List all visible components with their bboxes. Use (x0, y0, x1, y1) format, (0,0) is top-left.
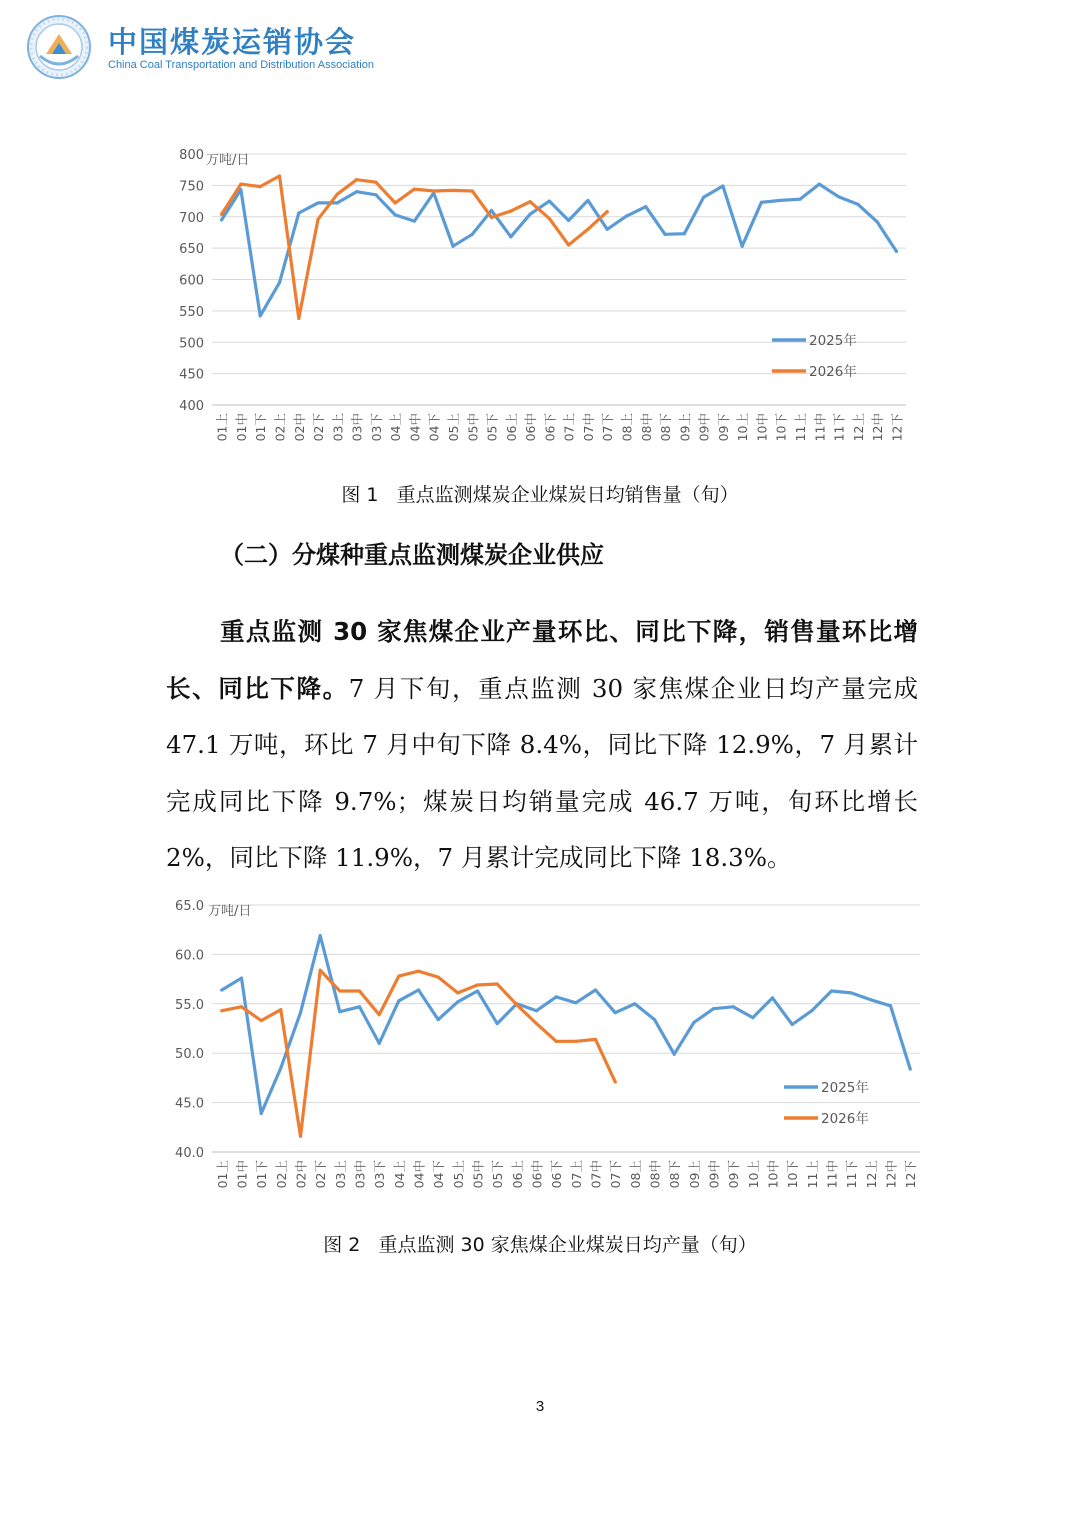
data-point (394, 201, 397, 204)
data-point (586, 199, 589, 202)
data-point (413, 188, 416, 191)
x-tick-label: 06上 (509, 1160, 525, 1189)
data-point (437, 1018, 440, 1021)
data-point (673, 1053, 676, 1056)
data-point (319, 969, 322, 972)
x-tick-label: 05中 (465, 413, 481, 442)
data-point (683, 232, 686, 235)
data-point (548, 217, 551, 220)
x-tick-label: 09中 (706, 1160, 722, 1189)
x-tick-label: 03下 (372, 1160, 388, 1189)
x-tick-label: 05上 (450, 1160, 466, 1189)
data-point (299, 1135, 302, 1138)
data-point (355, 178, 358, 181)
data-point (240, 977, 243, 980)
data-point (712, 1007, 715, 1010)
association-seal-logo-icon (26, 14, 92, 80)
data-point (490, 216, 493, 219)
data-point (240, 1005, 243, 1008)
data-point (451, 189, 454, 192)
data-point (751, 1016, 754, 1019)
y-tick-label: 55.0 (175, 997, 204, 1013)
data-point (299, 1011, 302, 1014)
x-tick-label: 03上 (332, 1160, 348, 1189)
legend-label: 2025年 (821, 1080, 869, 1096)
x-tick-label: 03下 (368, 413, 384, 442)
x-tick-label: 05中 (470, 1160, 486, 1189)
legend-label: 2025年 (809, 333, 857, 349)
data-point (779, 199, 782, 202)
data-point (220, 218, 223, 221)
data-point (496, 1022, 499, 1025)
x-tick-label: 06中 (523, 413, 539, 442)
data-point (837, 195, 840, 198)
unit-label: 万吨/日 (206, 153, 250, 168)
x-tick-label: 10上 (745, 1160, 761, 1189)
y-tick-label: 650 (179, 242, 204, 258)
data-point (358, 1005, 361, 1008)
x-tick-label: 12中 (870, 413, 886, 442)
x-tick-label: 07中 (580, 413, 596, 442)
x-tick-label: 12上 (850, 413, 866, 442)
unit-label: 万吨/日 (208, 904, 252, 919)
x-tick-label: 04下 (426, 413, 442, 442)
x-tick-label: 11上 (804, 1160, 820, 1189)
x-tick-label: 12下 (903, 1160, 919, 1189)
x-tick-label: 09中 (696, 413, 712, 442)
data-point (850, 991, 853, 994)
data-point (594, 988, 597, 991)
data-point (316, 201, 319, 204)
x-tick-label: 05上 (445, 413, 461, 442)
y-tick-label: 500 (179, 336, 204, 352)
x-tick-label: 04下 (431, 1160, 447, 1189)
chart-daily-sales (150, 140, 930, 460)
data-point (909, 1067, 912, 1070)
x-tick-label: 10中 (765, 1160, 781, 1189)
x-tick-label: 07下 (608, 1160, 624, 1189)
data-point (614, 1080, 617, 1083)
data-point (741, 245, 744, 248)
data-point (574, 1040, 577, 1043)
y-tick-label: 450 (179, 367, 204, 383)
data-point (316, 218, 319, 221)
y-tick-label: 750 (179, 179, 204, 195)
data-point (653, 1018, 656, 1021)
x-tick-label: 04中 (411, 1160, 427, 1189)
data-point (355, 190, 358, 193)
x-tick-label: 11下 (844, 1160, 860, 1189)
x-tick-label: 06下 (549, 1160, 565, 1189)
paragraph-lead: 重点监测 30 家焦煤企业产量环比、同比下降，销售量环比增长、同比下降。 (166, 617, 918, 703)
y-tick-label: 600 (179, 273, 204, 289)
data-point (509, 235, 512, 238)
data-point (456, 1000, 459, 1003)
data-point (606, 228, 609, 231)
data-point (413, 220, 416, 223)
data-point (535, 1022, 538, 1025)
x-tick-label: 07下 (600, 413, 616, 442)
data-point (721, 184, 724, 187)
x-tick-label: 12上 (863, 1160, 879, 1189)
x-tick-label: 08下 (658, 413, 674, 442)
x-tick-label: 12中 (883, 1160, 899, 1189)
data-point (278, 174, 281, 177)
data-point (239, 183, 242, 186)
data-point (338, 1010, 341, 1013)
chart-daily-sales-svg (150, 140, 930, 460)
data-point (397, 975, 400, 978)
x-tick-label: 06上 (503, 413, 519, 442)
data-point (297, 317, 300, 320)
data-point (535, 1009, 538, 1012)
data-point (869, 998, 872, 1001)
data-point (702, 196, 705, 199)
section-heading: （二）分煤种重点监测煤炭企业供应 (220, 541, 604, 569)
data-point (663, 233, 666, 236)
series-line-2026年 (222, 176, 608, 318)
x-tick-label: 11中 (812, 413, 828, 442)
legend-label: 2026年 (809, 364, 857, 380)
x-tick-label: 06中 (529, 1160, 545, 1189)
data-point (378, 1042, 381, 1045)
data-point (471, 189, 474, 192)
x-tick-label: 08中 (638, 413, 654, 442)
figure-1-caption: 图 1 重点监测煤炭企业煤炭日均销售量（旬） (341, 484, 739, 506)
data-point (548, 199, 551, 202)
data-point (374, 181, 377, 184)
x-tick-label: 01上 (214, 413, 230, 442)
data-point (625, 215, 628, 218)
x-tick-label: 11下 (831, 413, 847, 442)
data-point (260, 1112, 263, 1115)
y-tick-label: 65.0 (175, 899, 204, 914)
x-tick-label: 02上 (272, 413, 288, 442)
data-point (220, 1009, 223, 1012)
data-point (456, 991, 459, 994)
y-tick-label: 400 (179, 399, 204, 414)
x-tick-label: 11中 (824, 1160, 840, 1189)
data-point (432, 189, 435, 192)
data-point (259, 185, 262, 188)
y-tick-label: 50.0 (175, 1047, 204, 1063)
data-point (378, 1013, 381, 1016)
data-point (279, 1008, 282, 1011)
y-tick-label: 700 (179, 210, 204, 226)
data-point (586, 228, 589, 231)
x-tick-label: 08上 (619, 413, 635, 442)
data-point (810, 1009, 813, 1012)
chart-coking-coal-output (150, 893, 930, 1213)
x-tick-label: 09上 (686, 1160, 702, 1189)
data-point (760, 201, 763, 204)
x-tick-label: 05下 (484, 413, 500, 442)
x-tick-label: 10中 (754, 413, 770, 442)
x-tick-label: 01中 (233, 413, 249, 442)
x-tick-label: 09下 (726, 1160, 742, 1189)
data-point (297, 211, 300, 214)
x-tick-label: 06下 (542, 413, 558, 442)
x-tick-label: 08上 (627, 1160, 643, 1189)
data-point (471, 233, 474, 236)
data-point (437, 976, 440, 979)
x-tick-label: 01中 (234, 1160, 250, 1189)
x-tick-label: 02上 (273, 1160, 289, 1189)
data-point (336, 201, 339, 204)
data-point (220, 213, 223, 216)
y-tick-label: 800 (179, 148, 204, 163)
y-tick-label: 45.0 (175, 1096, 204, 1112)
series-line-2025年 (222, 184, 897, 316)
data-point (644, 205, 647, 208)
data-point (279, 1066, 282, 1069)
body-paragraph (166, 604, 918, 887)
data-point (358, 989, 361, 992)
data-point (791, 1023, 794, 1026)
data-point (528, 213, 531, 216)
data-point (567, 243, 570, 246)
x-tick-label: 01下 (253, 413, 269, 442)
data-point (798, 198, 801, 201)
page-header (26, 14, 446, 84)
data-point (594, 1038, 597, 1041)
data-point (856, 203, 859, 206)
data-point (397, 999, 400, 1002)
figure-2-caption: 图 2 重点监测 30 家焦煤企业煤炭日均产量（旬） (323, 1234, 757, 1256)
legend-label: 2026年 (821, 1111, 869, 1127)
data-point (614, 1011, 617, 1014)
x-tick-label: 03上 (330, 413, 346, 442)
x-tick-label: 11上 (792, 413, 808, 442)
data-point (417, 988, 420, 991)
data-point (567, 219, 570, 222)
y-tick-label: 550 (179, 304, 204, 320)
data-point (490, 209, 493, 212)
x-tick-label: 07中 (588, 1160, 604, 1189)
data-point (319, 934, 322, 937)
data-point (732, 1005, 735, 1008)
data-point (476, 983, 479, 986)
x-tick-label: 05下 (490, 1160, 506, 1189)
data-point (692, 1021, 695, 1024)
x-tick-label: 10上 (735, 413, 751, 442)
data-point (889, 1004, 892, 1007)
data-point (451, 245, 454, 248)
page-number: 3 (535, 1398, 545, 1415)
x-tick-label: 10下 (785, 1160, 801, 1189)
x-tick-label: 07上 (561, 413, 577, 442)
data-point (509, 210, 512, 213)
x-tick-label: 01下 (254, 1160, 270, 1189)
x-tick-label: 01上 (214, 1160, 230, 1189)
data-point (338, 989, 341, 992)
x-tick-label: 09上 (677, 413, 693, 442)
x-tick-label: 04中 (407, 413, 423, 442)
data-point (496, 982, 499, 985)
data-point (875, 220, 878, 223)
data-point (895, 250, 898, 253)
x-tick-label: 10下 (773, 413, 789, 442)
x-tick-label: 08下 (667, 1160, 683, 1189)
x-tick-label: 02下 (313, 1160, 329, 1189)
x-tick-label: 03中 (349, 413, 365, 442)
data-point (259, 314, 262, 317)
paragraph-body: 7 月下旬，重点监测 30 家焦煤企业日均产量完成 47.1 万吨，环比 7 月中旬下降 8.4%，同比下降 12.9%，7 月累计完成同比下降 9.7%；煤炭日均销量完成 46.7 万吨，旬环比增长 2%，同比下降 11.9%，7 月累计完成同比下降 18.3%。 (166, 673, 918, 872)
data-point (528, 200, 531, 203)
x-tick-label: 02下 (311, 413, 327, 442)
data-point (515, 1003, 518, 1006)
data-point (417, 970, 420, 973)
data-point (260, 1019, 263, 1022)
data-point (278, 281, 281, 284)
data-point (606, 210, 609, 213)
data-point (336, 193, 339, 196)
chart-coking-coal-output-svg (150, 893, 930, 1213)
x-tick-label: 04上 (391, 1160, 407, 1189)
x-tick-label: 03中 (352, 1160, 368, 1189)
data-point (818, 183, 821, 186)
x-tick-label: 07上 (568, 1160, 584, 1189)
data-point (633, 1002, 636, 1005)
data-point (771, 996, 774, 999)
x-tick-label: 04上 (388, 413, 404, 442)
data-point (476, 989, 479, 992)
y-tick-label: 60.0 (175, 948, 204, 964)
data-point (574, 1001, 577, 1004)
data-point (555, 1040, 558, 1043)
data-point (374, 193, 377, 196)
organization-name-cn: 中国煤炭运销协会 (108, 25, 357, 59)
data-point (220, 988, 223, 991)
organization-name-en: China Coal Transportation and Distribution Association (108, 59, 374, 71)
x-tick-label: 12下 (889, 413, 905, 442)
x-tick-label: 09下 (715, 413, 731, 442)
data-point (394, 213, 397, 216)
y-tick-label: 40.0 (175, 1146, 204, 1161)
x-tick-label: 02中 (293, 1160, 309, 1189)
x-tick-label: 02中 (291, 413, 307, 442)
data-point (830, 989, 833, 992)
data-point (555, 995, 558, 998)
x-tick-label: 08中 (647, 1160, 663, 1189)
